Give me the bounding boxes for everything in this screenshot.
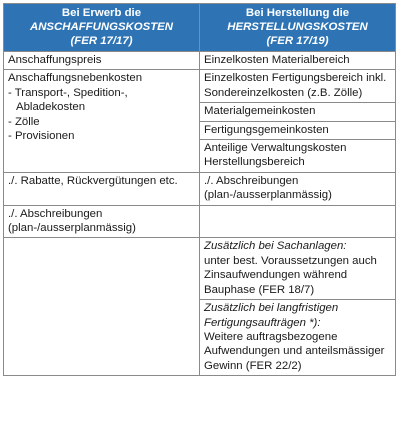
fixed-assets-text: unter best. Voraussetzungen auch Zinsaufwendungen während Bauphase (FER 18/7) [204,254,377,296]
production-direct-costs-text: Einzelkosten Fertigungsbereich inkl. Sondereinzelkosten (z.B. Zölle) [204,72,387,99]
header-left-line3: (FER 17/17) [70,35,133,47]
list-item [8,100,195,114]
cell-left-r1 [4,52,200,70]
material-overhead-text: Materialgemeinkosten [200,102,395,120]
ancillary-costs-list [8,86,195,144]
list-item [8,115,195,129]
header-acquisition-costs [4,4,200,52]
header-left-line2: ANSCHAFFUNGSKOSTEN [29,21,174,33]
empty-cell-text [200,206,395,209]
cell-left-r2 [4,70,200,172]
long-term-contracts-text: Weitere auftragsbezogene Aufwendungen und anteilsmässiger Gewinn (FER 22/2) [204,330,385,372]
cell-right-r5 [200,238,396,300]
table-row [4,52,396,70]
cell-right-r3 [200,172,396,205]
list-item [8,86,195,100]
discounts-text: ./. Rabatte, Rückvergütungen etc. [8,174,178,187]
cell-left-r4 [4,205,200,238]
list-item-text: - Provisionen [8,130,75,143]
list-item-text: Abladekosten [16,101,86,114]
table-row [4,172,396,205]
header-production-costs [200,4,396,52]
table-row [4,238,396,300]
cost-comparison-table-frame [3,3,396,376]
admin-costs-text: Anteilige Verwaltungskosten Herstellungsbereich [200,139,395,172]
cell-left-r3 [4,172,200,205]
list-item-text: - Transport-, Spedition-, [8,86,128,99]
header-right-line1: Bei Herstellung die [245,7,350,19]
table-row [4,70,396,172]
cell-left-r5-6 [4,238,200,376]
ancillary-costs-block [4,70,199,145]
header-right-line3: (FER 17/19) [266,35,329,47]
table-row [4,205,396,238]
depreciation-right-text: ./. Abschreibungen (plan-/ausserplanmässig) [204,174,332,202]
list-item [8,129,195,143]
cell-right-r2 [200,70,396,172]
fixed-assets-heading: Zusätzlich bei Sachanlagen: [204,240,347,253]
purchase-price-text: Anschaffungspreis [8,54,102,66]
cell-right-r6 [200,300,396,376]
cell-right-r4 [200,205,396,238]
fixed-assets-block [200,238,395,299]
long-term-contracts-block [200,300,395,375]
long-term-contracts-heading: Zusätzlich bei langfristigen Fertigungsaufträgen *): [204,302,339,329]
ancillary-costs-title: Anschaffungsnebenkosten [8,72,143,85]
cell-right-r1 [200,52,396,70]
list-item-text: - Zölle [8,115,40,128]
header-row [4,4,396,52]
header-left-line1: Bei Erwerb die [61,7,142,19]
depreciation-left-text: ./. Abschreibungen (plan-/ausserplanmässig) [8,207,136,235]
production-overhead-text: Fertigungsgemeinkosten [200,121,395,139]
header-right-line2: HERSTELLUNGSKOSTEN [227,21,368,33]
cost-comparison-table [3,3,396,376]
material-direct-costs-text: Einzelkosten Materialbereich [204,54,350,66]
